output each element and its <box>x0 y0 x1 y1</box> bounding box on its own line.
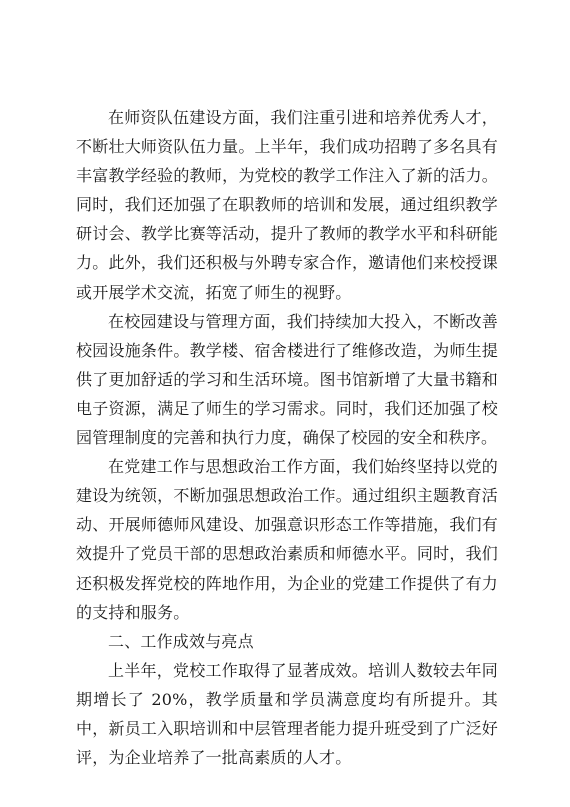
paragraph-faculty-building: 在师资队伍建设方面，我们注重引进和培养优秀人才，不断壮大师资队伍力量。上半年，我们成功招聘了多名具有丰富教学经验的教师，为党校的教学工作注入了新的活力。同时，我们还加强了在职教师的培训和发展，通过组织教学研讨会、教学比赛等活动，提升了教师的教学水平和科研能力。此外，我们还积极与外聘专家合作，邀请他们来校授课或开展学术交流，拓宽了师生的视野。 <box>76 108 498 302</box>
paragraph-campus-construction: 在校园建设与管理方面，我们持续加大投入，不断改善校园设施条件。教学楼、宿舍楼进行了维修改造，为师生提供了更加舒适的学习和生活环境。图书馆新增了大量书籍和电子资源，满足了师生的学习需求。同时，我们还加强了校园管理制度的完善和执行力度，确保了校园的安全和秩序。 <box>76 311 498 448</box>
paragraph-achievements: 上半年，党校工作取得了显著成效。培训人数较去年同期增长了 20%，教学质量和学员满意度均有所提升。其中，新员工入职培训和中层管理者能力提升班受到了广泛好评，为企业培养了一批高素质的人才。 <box>76 660 498 768</box>
paragraph-party-building: 在党建工作与思想政治工作方面，我们始终坚持以党的建设为统领，不断加强思想政治工作。通过组织主题教育活动、开展师德师风建设、加强意识形态工作等措施，我们有效提升了党员干部的思想政治素质和师德水平。同时，我们还积极发挥党校的阵地作用，为企业的党建工作提供了有力的支持和服务。 <box>76 457 498 622</box>
section-heading: 二、工作成效与亮点 <box>108 631 254 651</box>
document-body <box>76 103 498 772</box>
